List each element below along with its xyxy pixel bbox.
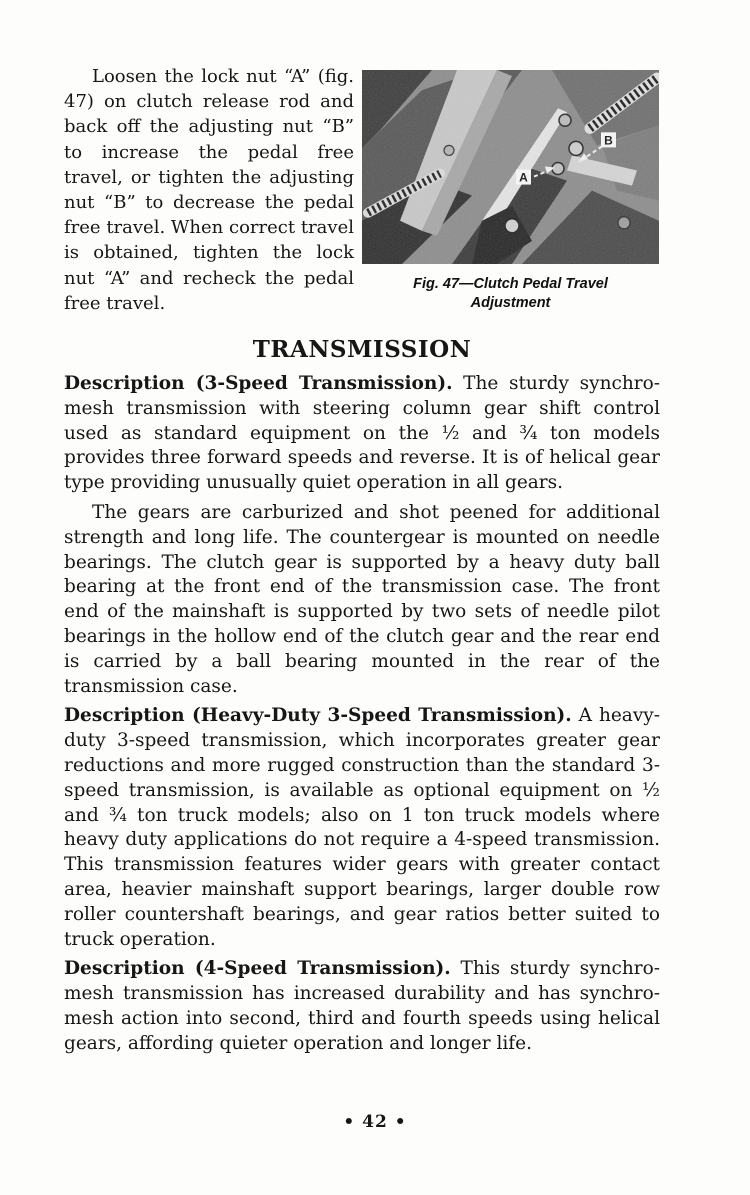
figure-photo	[362, 70, 659, 264]
figure-caption-line2: Adjustment	[470, 294, 551, 311]
paragraph-gears	[64, 501, 660, 699]
intro-paragraph: Loosen the lock nut “A” (fig. 47) on clutch release rod and back off the adjusting nut “B” to increase the pedal free travel, or tighten the adjusting nut “B” to decrease the pedal free travel. When correct travel is obtained, tighten the lock nut “A” and recheck the pedal free travel.	[64, 66, 354, 314]
figure-caption	[362, 275, 659, 312]
paragraph-3-speed	[64, 372, 660, 496]
paragraph-4-speed	[64, 957, 660, 1056]
svg-text:B: B	[604, 133, 613, 148]
paragraph-3-speed-lead: Description (3-Speed Transmission).	[64, 373, 453, 394]
page-number: • 42 •	[343, 1112, 407, 1132]
intro-column	[64, 64, 354, 316]
figure-47	[362, 70, 659, 312]
paragraph-heavy-duty-body: A heavy-duty 3-speed transmission, which incorporates greater gear reductions and more rugged construction than the standard 3-speed transmission, is available as optional equipment on ½ and ¾ ton truck models; also on 1 ton truck models where heavy duty applications do not require a 4-speed transmission. This transmission features wider gears with greater contact area, heavier mainshaft support bearings, larger double row roller countershaft bearings, and gear ratios better suited to truck operation.	[64, 705, 660, 950]
paragraph-3-speed-body: The sturdy synchro-mesh transmission with steering column gear shift control used as standard equipment on the ½ and ¾ ton models provides three forward speeds and reverse. It is of helical gear type providing unusually quiet operation in all gears.	[64, 373, 660, 494]
transmission-section	[64, 336, 660, 1062]
paragraph-gears-body: The gears are carburized and shot peened for additional strength and long life. The countergear is mounted on needle bearings. The clutch gear is supported by a heavy duty ball bearing at the front end of the transmission case. The front end of the mainshaft is supported by two sets of needle pilot bearings in the hollow end of the clutch gear and the rear end is carried by a ball bearing mounted in the rear of the transmission case.	[64, 501, 660, 697]
paragraph-4-speed-lead: Description (4-Speed Transmission).	[64, 958, 451, 980]
paragraph-heavy-duty-lead: Description (Heavy-Duty 3-Speed Transmission).	[64, 705, 572, 727]
paragraph-4-speed-body: This sturdy synchro-mesh transmission has increased durability and has synchro-mesh action into second, third and fourth speeds using helical gears, affording quieter operation and longer life.	[64, 958, 660, 1054]
svg-text:A: A	[519, 170, 528, 185]
paragraph-heavy-duty	[64, 704, 660, 952]
section-heading: TRANSMISSION	[252, 336, 472, 363]
figure-caption-line1: Fig. 47—Clutch Pedal Travel	[413, 276, 608, 292]
